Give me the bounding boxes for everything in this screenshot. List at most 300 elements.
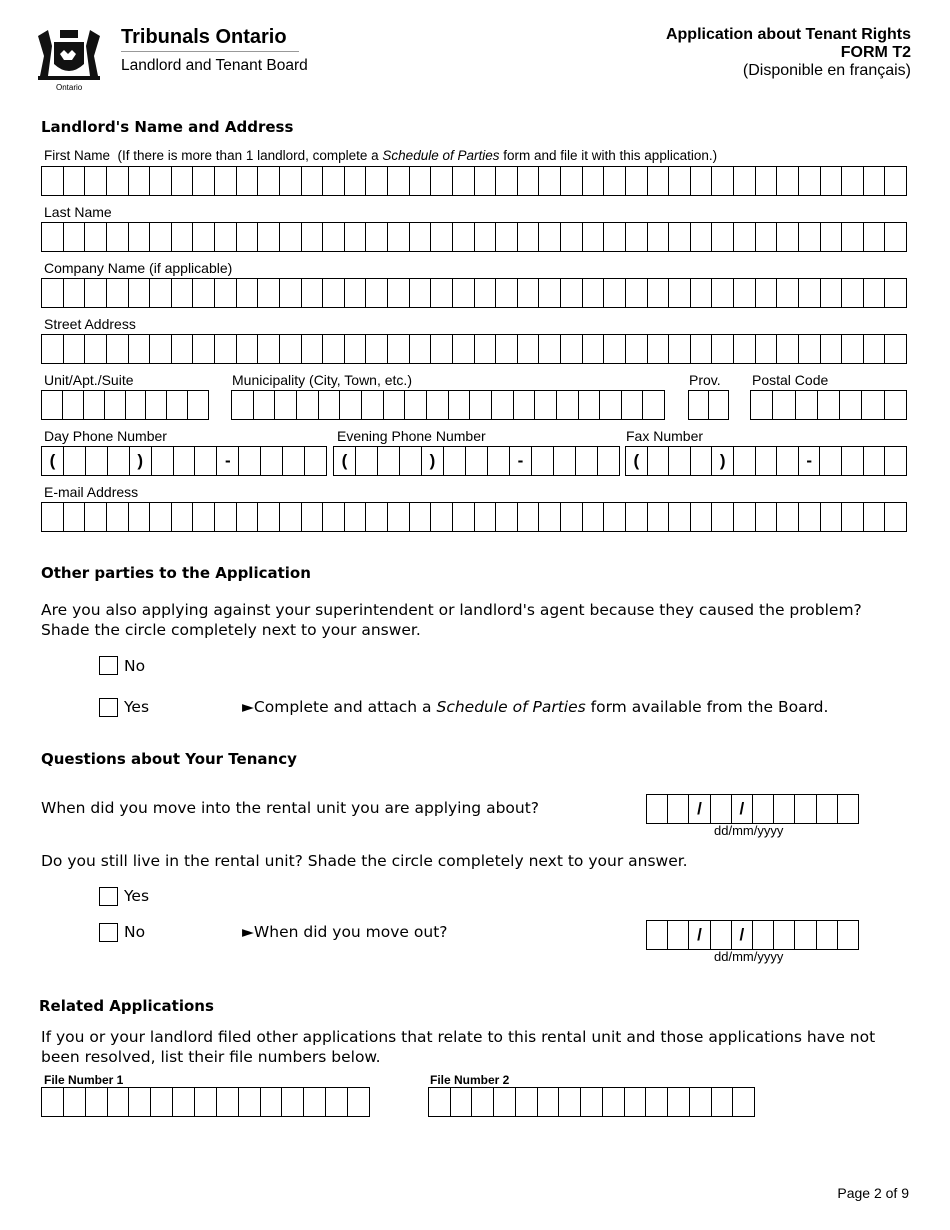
character-cell[interactable] <box>561 223 583 251</box>
character-cell[interactable] <box>774 795 795 823</box>
character-cell[interactable] <box>842 447 864 475</box>
character-cell[interactable] <box>475 503 497 531</box>
character-cell[interactable] <box>518 279 540 307</box>
character-cell[interactable] <box>626 503 648 531</box>
character-cell[interactable] <box>150 279 172 307</box>
character-cell[interactable] <box>518 223 540 251</box>
character-cell[interactable] <box>773 391 795 419</box>
character-cell[interactable] <box>842 279 864 307</box>
character-cell[interactable] <box>84 391 105 419</box>
character-cell[interactable] <box>323 279 345 307</box>
character-cell[interactable] <box>64 335 86 363</box>
character-cell[interactable] <box>167 391 188 419</box>
character-cell[interactable] <box>539 167 561 195</box>
character-cell[interactable] <box>366 503 388 531</box>
character-cell[interactable] <box>280 503 302 531</box>
character-cell[interactable] <box>518 335 540 363</box>
character-cell[interactable] <box>388 503 410 531</box>
character-cell[interactable] <box>756 279 778 307</box>
character-cell[interactable] <box>668 921 689 949</box>
character-cell[interactable] <box>405 391 427 419</box>
character-cell[interactable] <box>818 391 840 419</box>
character-cell[interactable] <box>444 447 466 475</box>
character-cell[interactable] <box>518 167 540 195</box>
character-cell[interactable] <box>64 1088 86 1116</box>
character-cell[interactable] <box>85 223 107 251</box>
character-cell[interactable] <box>254 391 276 419</box>
character-cell[interactable] <box>622 391 644 419</box>
day-phone-input[interactable] <box>41 446 327 476</box>
character-cell[interactable] <box>795 921 816 949</box>
character-cell[interactable] <box>215 167 237 195</box>
other-parties-yes-checkbox[interactable] <box>99 698 118 717</box>
character-cell[interactable] <box>821 335 843 363</box>
character-cell[interactable] <box>470 391 492 419</box>
character-cell[interactable] <box>711 795 732 823</box>
character-cell[interactable] <box>42 503 64 531</box>
character-cell[interactable] <box>583 503 605 531</box>
character-cell[interactable] <box>453 335 475 363</box>
character-cell[interactable] <box>215 279 237 307</box>
character-cell[interactable] <box>85 167 107 195</box>
character-cell[interactable] <box>647 921 668 949</box>
character-cell[interactable] <box>217 447 239 475</box>
character-cell[interactable] <box>492 391 514 419</box>
character-cell[interactable] <box>237 223 259 251</box>
fax-input[interactable] <box>625 446 907 476</box>
character-cell[interactable] <box>297 391 319 419</box>
character-cell[interactable] <box>689 391 709 419</box>
file-number-2-input[interactable] <box>428 1087 755 1117</box>
character-cell[interactable] <box>86 1088 108 1116</box>
character-cell[interactable] <box>799 279 821 307</box>
character-cell[interactable] <box>215 223 237 251</box>
character-cell[interactable] <box>712 447 734 475</box>
character-cell[interactable] <box>709 391 728 419</box>
character-cell[interactable] <box>557 391 579 419</box>
email-input[interactable] <box>41 502 907 532</box>
character-cell[interactable] <box>561 335 583 363</box>
character-cell[interactable] <box>712 1088 734 1116</box>
character-cell[interactable] <box>756 335 778 363</box>
character-cell[interactable] <box>174 447 196 475</box>
character-cell[interactable] <box>85 335 107 363</box>
character-cell[interactable] <box>604 223 626 251</box>
character-cell[interactable] <box>429 1088 451 1116</box>
character-cell[interactable] <box>239 1088 261 1116</box>
character-cell[interactable] <box>626 447 648 475</box>
character-cell[interactable] <box>195 1088 217 1116</box>
character-cell[interactable] <box>510 447 532 475</box>
character-cell[interactable] <box>777 335 799 363</box>
character-cell[interactable] <box>388 335 410 363</box>
character-cell[interactable] <box>799 447 821 475</box>
character-cell[interactable] <box>188 391 208 419</box>
character-cell[interactable] <box>885 335 906 363</box>
character-cell[interactable] <box>604 503 626 531</box>
character-cell[interactable] <box>237 167 259 195</box>
character-cell[interactable] <box>400 447 422 475</box>
character-cell[interactable] <box>648 447 670 475</box>
unit-input[interactable] <box>41 390 209 420</box>
character-cell[interactable] <box>691 335 713 363</box>
character-cell[interactable] <box>691 279 713 307</box>
character-cell[interactable] <box>431 503 453 531</box>
first-name-input[interactable] <box>41 166 907 196</box>
character-cell[interactable] <box>626 335 648 363</box>
character-cell[interactable] <box>885 503 906 531</box>
character-cell[interactable] <box>864 447 886 475</box>
character-cell[interactable] <box>539 223 561 251</box>
character-cell[interactable] <box>643 391 664 419</box>
character-cell[interactable] <box>42 223 64 251</box>
character-cell[interactable] <box>280 223 302 251</box>
character-cell[interactable] <box>626 279 648 307</box>
character-cell[interactable] <box>105 391 126 419</box>
character-cell[interactable] <box>734 223 756 251</box>
character-cell[interactable] <box>366 167 388 195</box>
character-cell[interactable] <box>388 167 410 195</box>
character-cell[interactable] <box>777 503 799 531</box>
character-cell[interactable] <box>518 503 540 531</box>
character-cell[interactable] <box>345 167 367 195</box>
character-cell[interactable] <box>42 279 64 307</box>
character-cell[interactable] <box>604 167 626 195</box>
move-out-date-input[interactable] <box>646 920 859 950</box>
character-cell[interactable] <box>362 391 384 419</box>
character-cell[interactable] <box>258 279 280 307</box>
character-cell[interactable] <box>150 335 172 363</box>
character-cell[interactable] <box>691 503 713 531</box>
character-cell[interactable] <box>885 391 906 419</box>
character-cell[interactable] <box>795 795 816 823</box>
character-cell[interactable] <box>475 279 497 307</box>
character-cell[interactable] <box>146 391 167 419</box>
character-cell[interactable] <box>669 503 691 531</box>
character-cell[interactable] <box>838 921 858 949</box>
character-cell[interactable] <box>712 335 734 363</box>
character-cell[interactable] <box>751 391 773 419</box>
character-cell[interactable] <box>129 503 151 531</box>
character-cell[interactable] <box>475 223 497 251</box>
character-cell[interactable] <box>576 447 598 475</box>
character-cell[interactable] <box>107 503 129 531</box>
character-cell[interactable] <box>842 167 864 195</box>
character-cell[interactable] <box>734 167 756 195</box>
character-cell[interactable] <box>516 1088 538 1116</box>
character-cell[interactable] <box>64 223 86 251</box>
character-cell[interactable] <box>600 391 622 419</box>
character-cell[interactable] <box>532 447 554 475</box>
character-cell[interactable] <box>323 223 345 251</box>
character-cell[interactable] <box>193 335 215 363</box>
character-cell[interactable] <box>366 223 388 251</box>
character-cell[interactable] <box>494 1088 516 1116</box>
character-cell[interactable] <box>150 503 172 531</box>
character-cell[interactable] <box>821 279 843 307</box>
character-cell[interactable] <box>378 447 400 475</box>
character-cell[interactable] <box>42 391 63 419</box>
character-cell[interactable] <box>488 447 510 475</box>
character-cell[interactable] <box>172 223 194 251</box>
character-cell[interactable] <box>647 795 668 823</box>
character-cell[interactable] <box>885 223 906 251</box>
character-cell[interactable] <box>514 391 536 419</box>
character-cell[interactable] <box>554 447 576 475</box>
character-cell[interactable] <box>691 167 713 195</box>
character-cell[interactable] <box>799 167 821 195</box>
character-cell[interactable] <box>108 1088 130 1116</box>
character-cell[interactable] <box>712 503 734 531</box>
character-cell[interactable] <box>561 503 583 531</box>
character-cell[interactable] <box>842 335 864 363</box>
character-cell[interactable] <box>496 223 518 251</box>
character-cell[interactable] <box>302 279 324 307</box>
character-cell[interactable] <box>319 391 341 419</box>
character-cell[interactable] <box>173 1088 195 1116</box>
character-cell[interactable] <box>239 447 261 475</box>
character-cell[interactable] <box>172 503 194 531</box>
character-cell[interactable] <box>258 503 280 531</box>
character-cell[interactable] <box>129 167 151 195</box>
character-cell[interactable] <box>625 1088 647 1116</box>
character-cell[interactable] <box>777 447 799 475</box>
character-cell[interactable] <box>129 1088 151 1116</box>
character-cell[interactable] <box>258 223 280 251</box>
character-cell[interactable] <box>64 447 86 475</box>
character-cell[interactable] <box>669 335 691 363</box>
character-cell[interactable] <box>668 795 689 823</box>
character-cell[interactable] <box>422 447 444 475</box>
character-cell[interactable] <box>864 335 886 363</box>
character-cell[interactable] <box>453 503 475 531</box>
character-cell[interactable] <box>756 503 778 531</box>
character-cell[interactable] <box>86 447 108 475</box>
move-in-date-input[interactable] <box>646 794 859 824</box>
still-live-no-checkbox[interactable] <box>99 923 118 942</box>
character-cell[interactable] <box>366 335 388 363</box>
character-cell[interactable] <box>345 335 367 363</box>
character-cell[interactable] <box>42 447 64 475</box>
character-cell[interactable] <box>885 279 906 307</box>
character-cell[interactable] <box>864 279 886 307</box>
character-cell[interactable] <box>275 391 297 419</box>
last-name-input[interactable] <box>41 222 907 252</box>
character-cell[interactable] <box>690 1088 712 1116</box>
character-cell[interactable] <box>282 1088 304 1116</box>
character-cell[interactable] <box>668 1088 690 1116</box>
character-cell[interactable] <box>366 279 388 307</box>
character-cell[interactable] <box>217 1088 239 1116</box>
character-cell[interactable] <box>431 279 453 307</box>
character-cell[interactable] <box>232 391 254 419</box>
character-cell[interactable] <box>669 223 691 251</box>
character-cell[interactable] <box>669 447 691 475</box>
municipality-input[interactable] <box>231 390 665 420</box>
character-cell[interactable] <box>126 391 147 419</box>
character-cell[interactable] <box>193 223 215 251</box>
character-cell[interactable] <box>261 1088 283 1116</box>
character-cell[interactable] <box>777 223 799 251</box>
character-cell[interactable] <box>302 167 324 195</box>
character-cell[interactable] <box>384 391 406 419</box>
character-cell[interactable] <box>453 223 475 251</box>
character-cell[interactable] <box>732 921 753 949</box>
character-cell[interactable] <box>817 795 838 823</box>
character-cell[interactable] <box>334 447 356 475</box>
character-cell[interactable] <box>583 279 605 307</box>
character-cell[interactable] <box>712 279 734 307</box>
character-cell[interactable] <box>431 223 453 251</box>
character-cell[interactable] <box>427 391 449 419</box>
character-cell[interactable] <box>302 335 324 363</box>
character-cell[interactable] <box>280 167 302 195</box>
character-cell[interactable] <box>689 921 710 949</box>
character-cell[interactable] <box>648 223 670 251</box>
character-cell[interactable] <box>691 447 713 475</box>
character-cell[interactable] <box>323 503 345 531</box>
character-cell[interactable] <box>453 167 475 195</box>
character-cell[interactable] <box>820 447 842 475</box>
character-cell[interactable] <box>756 447 778 475</box>
character-cell[interactable] <box>215 503 237 531</box>
character-cell[interactable] <box>150 223 172 251</box>
character-cell[interactable] <box>864 503 886 531</box>
character-cell[interactable] <box>733 1088 754 1116</box>
character-cell[interactable] <box>129 335 151 363</box>
character-cell[interactable] <box>283 447 305 475</box>
character-cell[interactable] <box>130 447 152 475</box>
character-cell[interactable] <box>799 335 821 363</box>
character-cell[interactable] <box>817 921 838 949</box>
character-cell[interactable] <box>862 391 884 419</box>
character-cell[interactable] <box>304 1088 326 1116</box>
character-cell[interactable] <box>258 167 280 195</box>
character-cell[interactable] <box>107 167 129 195</box>
character-cell[interactable] <box>732 795 753 823</box>
character-cell[interactable] <box>583 167 605 195</box>
character-cell[interactable] <box>756 167 778 195</box>
character-cell[interactable] <box>734 335 756 363</box>
character-cell[interactable] <box>410 335 432 363</box>
character-cell[interactable] <box>475 335 497 363</box>
character-cell[interactable] <box>535 391 557 419</box>
character-cell[interactable] <box>579 391 601 419</box>
character-cell[interactable] <box>777 279 799 307</box>
character-cell[interactable] <box>85 503 107 531</box>
character-cell[interactable] <box>129 223 151 251</box>
character-cell[interactable] <box>821 503 843 531</box>
evening-phone-input[interactable] <box>333 446 620 476</box>
character-cell[interactable] <box>326 1088 348 1116</box>
character-cell[interactable] <box>345 279 367 307</box>
character-cell[interactable] <box>237 335 259 363</box>
character-cell[interactable] <box>821 167 843 195</box>
postal-code-input[interactable] <box>750 390 907 420</box>
character-cell[interactable] <box>302 503 324 531</box>
character-cell[interactable] <box>712 223 734 251</box>
character-cell[interactable] <box>561 167 583 195</box>
character-cell[interactable] <box>152 447 174 475</box>
character-cell[interactable] <box>323 167 345 195</box>
character-cell[interactable] <box>648 335 670 363</box>
character-cell[interactable] <box>842 223 864 251</box>
character-cell[interactable] <box>689 795 710 823</box>
character-cell[interactable] <box>583 223 605 251</box>
character-cell[interactable] <box>280 279 302 307</box>
character-cell[interactable] <box>734 279 756 307</box>
character-cell[interactable] <box>753 795 774 823</box>
character-cell[interactable] <box>431 335 453 363</box>
character-cell[interactable] <box>345 503 367 531</box>
character-cell[interactable] <box>821 223 843 251</box>
character-cell[interactable] <box>603 1088 625 1116</box>
character-cell[interactable] <box>261 447 283 475</box>
character-cell[interactable] <box>215 335 237 363</box>
character-cell[interactable] <box>449 391 471 419</box>
character-cell[interactable] <box>431 167 453 195</box>
character-cell[interactable] <box>496 335 518 363</box>
character-cell[interactable] <box>796 391 818 419</box>
character-cell[interactable] <box>539 279 561 307</box>
character-cell[interactable] <box>885 167 906 195</box>
character-cell[interactable] <box>451 1088 473 1116</box>
character-cell[interactable] <box>734 447 756 475</box>
character-cell[interactable] <box>626 223 648 251</box>
file-number-1-input[interactable] <box>41 1087 370 1117</box>
character-cell[interactable] <box>42 335 64 363</box>
character-cell[interactable] <box>734 503 756 531</box>
prov-input[interactable] <box>688 390 729 420</box>
character-cell[interactable] <box>305 447 326 475</box>
character-cell[interactable] <box>193 503 215 531</box>
character-cell[interactable] <box>669 279 691 307</box>
character-cell[interactable] <box>561 279 583 307</box>
character-cell[interactable] <box>348 1088 369 1116</box>
character-cell[interactable] <box>302 223 324 251</box>
character-cell[interactable] <box>64 167 86 195</box>
character-cell[interactable] <box>150 167 172 195</box>
character-cell[interactable] <box>388 279 410 307</box>
character-cell[interactable] <box>193 167 215 195</box>
character-cell[interactable] <box>193 279 215 307</box>
character-cell[interactable] <box>648 279 670 307</box>
character-cell[interactable] <box>63 391 84 419</box>
character-cell[interactable] <box>172 167 194 195</box>
character-cell[interactable] <box>107 223 129 251</box>
character-cell[interactable] <box>559 1088 581 1116</box>
character-cell[interactable] <box>646 1088 668 1116</box>
character-cell[interactable] <box>340 391 362 419</box>
character-cell[interactable] <box>323 335 345 363</box>
character-cell[interactable] <box>604 335 626 363</box>
character-cell[interactable] <box>85 279 107 307</box>
character-cell[interactable] <box>711 921 732 949</box>
character-cell[interactable] <box>583 335 605 363</box>
character-cell[interactable] <box>496 503 518 531</box>
character-cell[interactable] <box>129 279 151 307</box>
character-cell[interactable] <box>453 279 475 307</box>
character-cell[interactable] <box>842 503 864 531</box>
character-cell[interactable] <box>388 223 410 251</box>
character-cell[interactable] <box>107 335 129 363</box>
character-cell[interactable] <box>774 921 795 949</box>
character-cell[interactable] <box>691 223 713 251</box>
character-cell[interactable] <box>475 167 497 195</box>
character-cell[interactable] <box>604 279 626 307</box>
character-cell[interactable] <box>864 223 886 251</box>
character-cell[interactable] <box>581 1088 603 1116</box>
